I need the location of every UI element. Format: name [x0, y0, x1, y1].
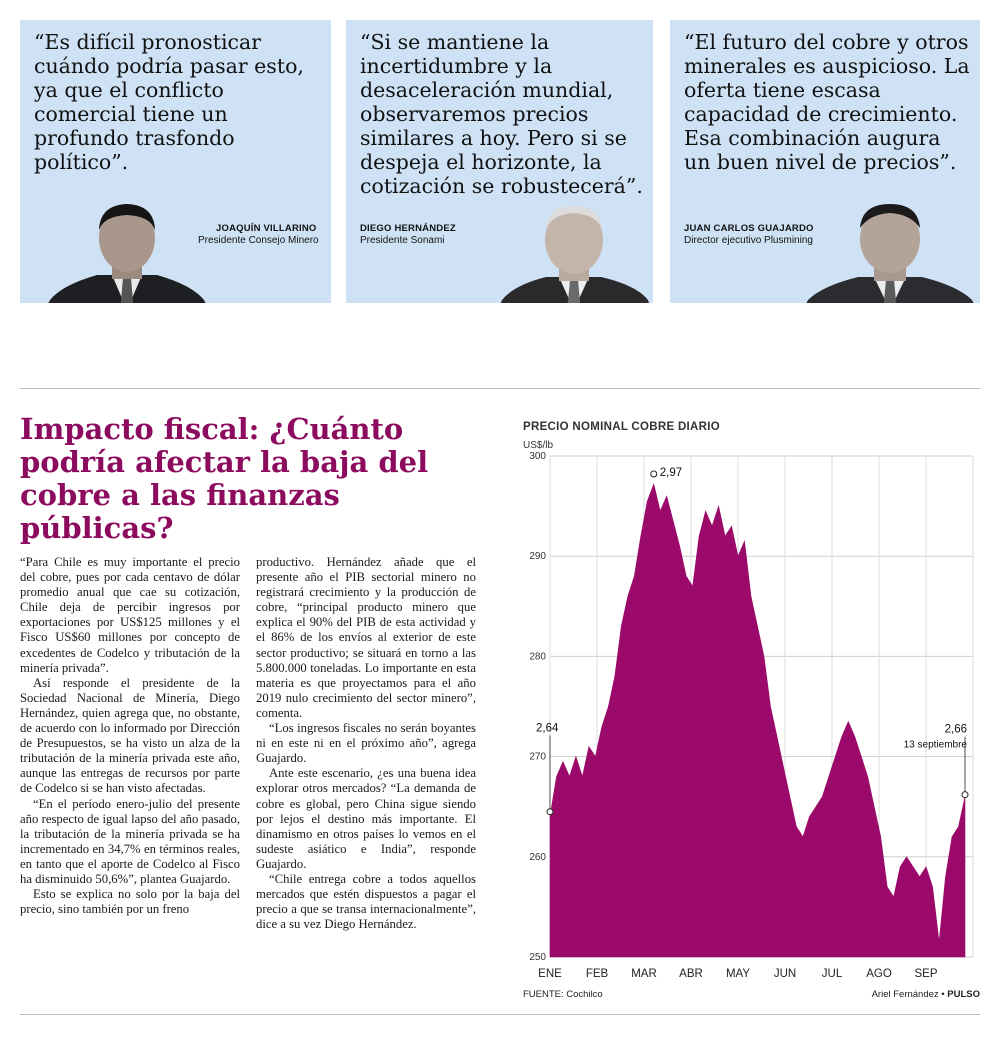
- paragraph: Esto se explica no solo por la baja del precio, sino también por un freno: [20, 887, 240, 917]
- end-marker-dot: [962, 792, 968, 798]
- paragraph: “Para Chile es muy importante el precio del cobre, pues por cada centavo de dólar promedio anual que cae su cotización, Chile deja de percibir ingresos por exportaciones por US$125 millones y el Fisco US$60 millones por concepto de excedentes de Codelco y tributación de la minería privada”.: [20, 555, 240, 675]
- chart-title: PRECIO NOMINAL COBRE DIARIO: [523, 421, 721, 433]
- portrait-photo: [800, 200, 980, 303]
- chart-credit: Ariel Fernández • PULSO: [871, 989, 980, 1000]
- peak-marker-dot: [651, 471, 657, 477]
- quote-text: “El futuro del cobre y otros minerales es auspicioso. La oferta tiene escasa capacidad de crecimiento. Esa combinación augura un buen nivel de precios”.: [684, 30, 970, 174]
- paragraph: productivo. Hernández añade que el presente año el PIB sectorial minero no registrará crecimiento y la producción de cobre, “principal producto minero que explica el 90% del PIB de esta actividad y el 86% de los envíos al exterior de este sector productivo; se situará en torno a las 5.800.000 toneladas. Lo importante en esta materia es que proyectamos para el año 2019 nulo crecimiento del sector minero”, comenta.: [256, 555, 476, 720]
- start-marker-label: 2,64: [536, 722, 559, 735]
- x-tick-label: FEB: [585, 968, 609, 980]
- x-tick-label: ENE: [538, 968, 562, 980]
- x-tick-label: JUN: [773, 968, 797, 980]
- x-tick-label: ABR: [679, 968, 703, 980]
- paragraph: Ante este escenario, ¿es una buena idea explorar otros mercados? “La demanda de cobre es global, pero China sigue siendo por lejos el destino más importante. El dinamismo en otros países lo vemos en el sudeste asiático e India”, responde Guajardo.: [256, 766, 476, 871]
- quote-card-2: [346, 20, 653, 303]
- portrait-photo: [496, 200, 653, 303]
- paragraph: “Chile entrega cobre a todos aquellos mercados que estén dispuestos a pagar el precio a que se transa internacionalmente”, dice a su vez Diego Hernández.: [256, 871, 476, 932]
- chart-unit-label: US$/lb: [523, 440, 554, 451]
- y-tick-label: 280: [529, 651, 546, 663]
- y-tick-label: 270: [529, 751, 546, 763]
- end-marker-label: 2,66: [944, 723, 967, 736]
- chart-source: FUENTE: Cochilco: [523, 989, 603, 1000]
- portrait-photo: [42, 200, 212, 303]
- quote-text: “Es difícil pronosticar cuándo podría pasar esto, ya que el conflicto comercial tiene un profundo trasfondo político”.: [34, 30, 304, 174]
- x-tick-label: AGO: [866, 968, 892, 980]
- end-marker-note: 13 septiembre: [903, 739, 967, 751]
- article-column-2: [256, 555, 476, 932]
- speaker-role: Director ejecutivo Plusmining: [684, 235, 813, 246]
- quote-card-1: [20, 20, 331, 303]
- speaker-name: JOAQUÍN VILLARINO: [216, 223, 317, 234]
- article-headline: Impacto fiscal: ¿Cuánto podría afectar la baja del cobre a las finanzas públicas?: [20, 412, 429, 545]
- price-area: [550, 484, 965, 957]
- peak-marker-label: 2,97: [659, 467, 683, 480]
- x-tick-label: SEP: [914, 968, 938, 980]
- speaker-name: DIEGO HERNÁNDEZ: [360, 223, 456, 234]
- paragraph: “Los ingresos fiscales no serán boyantes ni en este ni en el próximo año”, agrega Guajardo.: [256, 721, 476, 766]
- y-tick-label: 300: [529, 451, 546, 462]
- paragraph: Así responde el presidente de la Sociedad Nacional de Minería, Diego Hernández, quien agrega que, no obstante, de acuerdo con lo informado por Dirección de Presupuestos, se ha visto un alza de la tributación de la minería privada este año, aunque las entregas de recursos por parte de Codelco si se han visto afectadas.: [20, 675, 240, 796]
- copper-price-chart: [505, 413, 980, 1013]
- y-tick-label: 260: [529, 851, 546, 863]
- speaker-name: JUAN CARLOS GUAJARDO: [684, 223, 814, 234]
- x-tick-label: MAY: [725, 968, 751, 980]
- x-tick-label: JUL: [821, 968, 843, 980]
- credit-author: Ariel Fernández: [871, 989, 939, 1000]
- y-tick-label: 290: [529, 551, 546, 563]
- chart-plot: [505, 413, 980, 983]
- section-divider: [20, 388, 980, 389]
- quote-text: “Si se mantiene la incertidumbre y la desaceleración mundial, observaremos precios similares a hoy. Pero si se despeja el horizonte, la cotización se robustecerá”.: [360, 30, 643, 198]
- y-tick-label: 250: [529, 952, 546, 963]
- speaker-role: Presidente Sonami: [360, 235, 445, 246]
- credit-outlet: PULSO: [947, 989, 980, 1000]
- x-tick-label: MAR: [631, 968, 657, 980]
- start-marker-dot: [547, 809, 553, 815]
- paragraph: “En el período enero-julio del presente año respecto de igual lapso del año pasado, la tributación de la minería privada se ha incrementado en 34,7% en términos reales, en tanto que el aporte de Codelco al Fisco ha disminuido 50,6%”, plantea Guajardo.: [20, 796, 240, 886]
- speaker-role: Presidente Consejo Minero: [198, 235, 319, 246]
- article-column-1: [20, 555, 240, 917]
- quote-card-3: [670, 20, 980, 303]
- bottom-divider: [20, 1014, 980, 1015]
